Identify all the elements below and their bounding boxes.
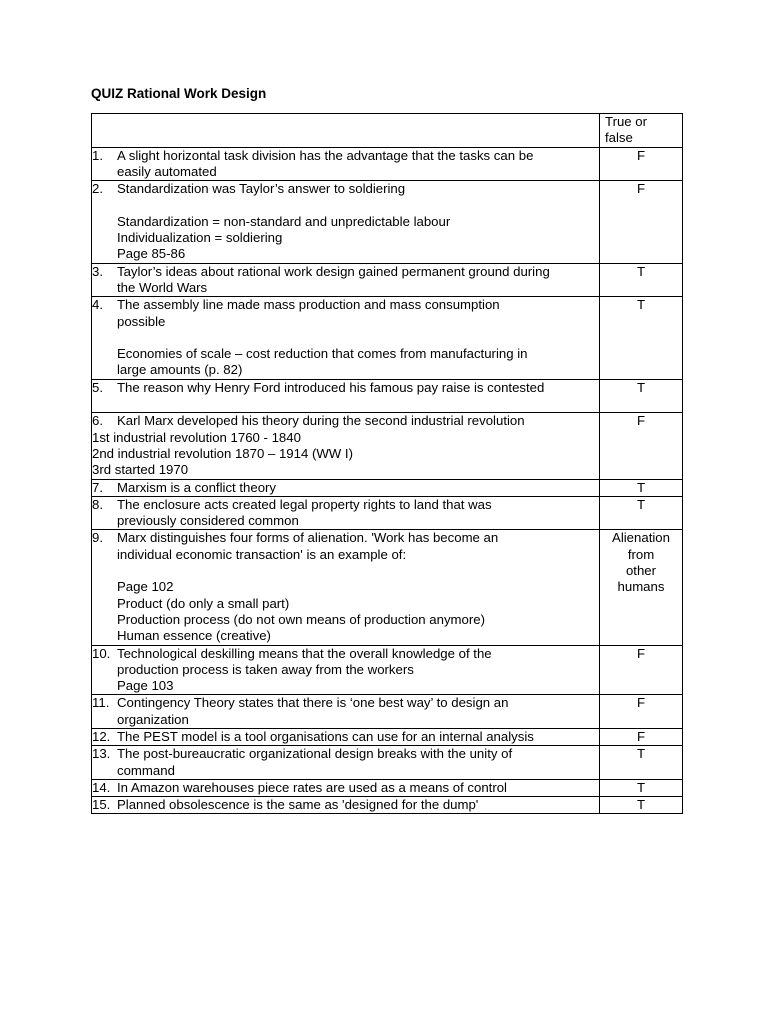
question-text-line: possible [117,313,166,329]
answer-cell [600,181,683,263]
question-cell [92,695,600,729]
answer-text: humans [617,579,665,595]
question-text-line: command [117,762,175,778]
question-cell [92,479,600,496]
question-cell [92,297,600,379]
table-row [92,728,683,745]
question-cell [92,746,600,780]
question-note-line: 2nd industrial revolution 1870 – 1914 (WW I) [92,445,353,461]
question-cell [92,530,600,645]
question-number: 15. [92,797,111,813]
question-text-line: large amounts (p. 82) [117,362,243,378]
question-cell [92,379,600,413]
question-text-line: The assembly line made mass production and mass consumption [117,297,500,313]
question-number: 8. [92,496,103,512]
question-cell [92,779,600,796]
answer-text: T [636,779,646,795]
question-text-line: Technological deskilling means that the overall knowledge of the [117,645,492,661]
answer-cell [600,797,683,814]
question-text-line: The enclosure acts created legal property rights to land that was [117,496,492,512]
question-text-line: In Amazon warehouses piece rates are used as a means of control [117,779,507,795]
table-row [92,530,683,645]
question-text-line: Standardization = non-standard and unpredictable labour [117,213,451,229]
question-text-line: Standardization was Taylor’s answer to soldiering [117,181,406,197]
question-text-line: Karl Marx developed his theory during the second industrial revolution [117,413,525,429]
answer-cell [600,479,683,496]
question-text-line [117,330,599,346]
question-number: 6. [92,413,103,429]
question-text-line: the World Wars [117,279,208,295]
answer-text: T [636,479,646,495]
table-row [92,379,683,413]
question-text-line [117,396,599,412]
answer-cell [600,728,683,745]
answer-text: F [636,413,646,429]
question-number: 12. [92,728,111,744]
answer-cell [600,645,683,695]
question-text-line: The reason why Henry Ford introduced his famous pay raise is contested [117,379,545,395]
question-cell [92,147,600,181]
header-question-cell [92,114,600,148]
question-text-line: Economies of scale – cost reduction that comes from manufacturing in [117,346,528,362]
question-number: 7. [92,479,103,495]
question-number: 11. [92,695,110,711]
question-number: 4. [92,297,103,313]
question-number: 9. [92,530,103,546]
table-row [92,263,683,297]
quiz-table [91,113,683,814]
question-cell [92,263,600,297]
table-row [92,797,683,814]
question-cell [92,728,600,745]
answer-text: from [627,546,655,562]
header-answer-cell [600,114,683,148]
answer-cell [600,530,683,645]
table-row [92,746,683,780]
answer-cell [600,379,683,413]
table-row [92,479,683,496]
question-text-line: previously considered common [117,513,299,529]
question-text-line: Production process (do not own means of production anymore) [117,611,485,627]
question-cell [92,496,600,530]
answer-cell [600,297,683,379]
question-number: 2. [92,181,103,197]
question-text-line: Contingency Theory states that there is ‘one best way’ to design an [117,695,509,711]
question-number: 14. [92,779,111,795]
answer-text: T [636,496,646,512]
question-number: 1. [92,147,103,163]
question-text-line [117,563,599,579]
answer-text: T [636,379,646,395]
question-note-line: 1st industrial revolution 1760 - 1840 [92,429,301,445]
answer-cell [600,695,683,729]
question-text-line: Marx distinguishes four forms of alienation. 'Work has become an [117,530,499,546]
answer-text: F [636,645,646,661]
question-cell [92,413,600,479]
question-text-line: Page 102 [117,579,174,595]
answer-cell [600,779,683,796]
question-text-line: The post-bureaucratic organizational design breaks with the unity of [117,746,513,762]
question-text-line: Page 85-86 [117,246,186,262]
answer-cell [600,413,683,479]
answer-text: T [636,297,646,313]
question-text-line: Page 103 [117,678,174,694]
table-row [92,181,683,263]
question-text-line: production process is taken away from the workers [117,661,414,677]
answer-text: other [625,563,657,579]
question-text-line: Marxism is a conflict theory [117,479,277,495]
answer-text: F [636,147,646,163]
question-text-line: A slight horizontal task division has the advantage that the tasks can be [117,147,534,163]
question-text-line: Taylor’s ideas about rational work design gained permanent ground during [117,263,550,279]
table-row [92,297,683,379]
table-row [92,147,683,181]
table-row [92,779,683,796]
question-number: 10. [92,645,111,661]
answer-text: F [636,181,646,197]
question-text-line [117,197,599,213]
answer-text: T [636,263,646,279]
question-text-line: Individualization = soldiering [117,230,283,246]
question-text-line: easily automated [117,163,217,179]
question-cell [92,645,600,695]
answer-cell [600,746,683,780]
header-answer-line: false [605,130,633,146]
question-text-line: Planned obsolescence is the same as 'designed for the dump' [117,797,479,813]
answer-cell [600,496,683,530]
answer-text: T [636,746,646,762]
answer-cell [600,147,683,181]
answer-text: T [636,797,646,813]
question-number: 5. [92,379,103,395]
table-row [92,413,683,479]
table-header-row [92,114,683,148]
header-answer-line: True or [605,114,648,129]
question-number: 3. [92,263,103,279]
question-text-line: organization [117,711,189,727]
answer-text: Alienation [612,530,670,546]
answer-text: F [636,695,646,711]
question-number: 13. [92,746,111,762]
question-text-line: Human essence (creative) [117,628,271,644]
answer-text: F [636,728,646,744]
question-note-line: 3rd started 1970 [92,462,189,478]
question-cell [92,797,600,814]
table-row [92,496,683,530]
question-text-line: Product (do only a small part) [117,595,290,611]
answer-cell [600,263,683,297]
question-text-line: The PEST model is a tool organisations can use for an internal analysis [117,728,534,744]
table-row [92,645,683,695]
question-text-line: individual economic transaction' is an example of: [117,546,407,562]
document-title: QUIZ Rational Work Design [91,86,267,101]
table-row [92,695,683,729]
question-cell [92,181,600,263]
